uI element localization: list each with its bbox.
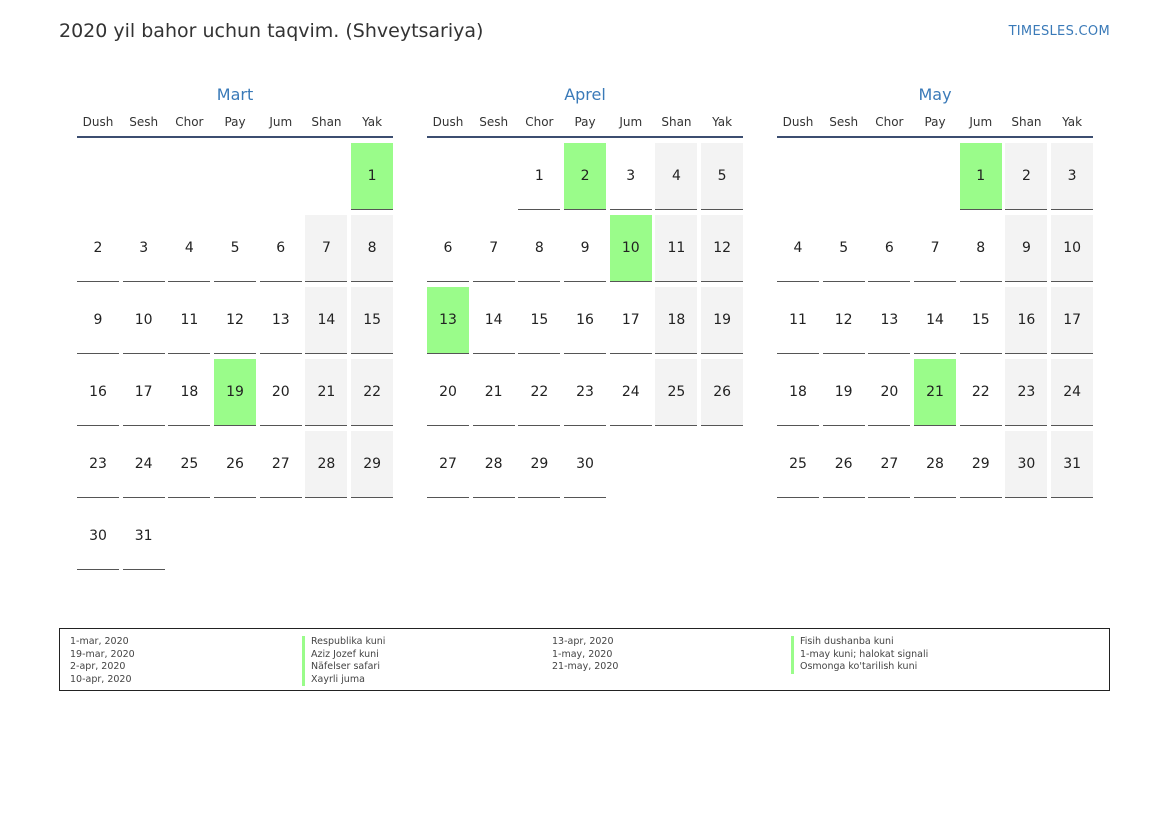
empty-cell — [473, 143, 515, 209]
weekday-label: Sesh — [479, 115, 509, 129]
weekday-label: Pay — [574, 115, 596, 129]
empty-cell — [214, 143, 256, 209]
legend-holiday-name: Xayrli juma — [302, 674, 385, 687]
day-cell: 7 — [914, 215, 956, 282]
day-cell: 16 — [564, 287, 606, 354]
day-cell: 7 — [305, 215, 347, 282]
day-cell: 23 — [77, 431, 119, 498]
day-cell: 30 — [1005, 431, 1047, 498]
legend-names-left — [302, 636, 385, 686]
day-cell: 3 — [1051, 143, 1093, 210]
weekday-label: Sesh — [829, 115, 859, 129]
weekday-header — [77, 114, 393, 138]
weekday-label: Shan — [661, 115, 692, 129]
day-cell: 26 — [823, 431, 865, 498]
day-cell: 10 — [123, 287, 165, 354]
holiday-day-cell: 1 — [960, 143, 1002, 210]
day-cell: 27 — [868, 431, 910, 498]
day-cell: 26 — [214, 431, 256, 498]
day-cell: 13 — [260, 287, 302, 354]
day-cell: 21 — [473, 359, 515, 426]
day-cell: 2 — [77, 215, 119, 282]
day-cell: 4 — [168, 215, 210, 282]
empty-cell — [777, 143, 819, 209]
day-cell: 6 — [427, 215, 469, 282]
weekday-label: Jum — [269, 115, 293, 129]
day-cell: 29 — [351, 431, 393, 498]
day-cell: 10 — [1051, 215, 1093, 282]
day-cell: 9 — [564, 215, 606, 282]
day-cell: 8 — [518, 215, 560, 282]
day-cell: 11 — [168, 287, 210, 354]
day-cell: 18 — [168, 359, 210, 426]
legend-date: 21-may, 2020 — [552, 661, 619, 672]
day-cell: 20 — [260, 359, 302, 426]
weekday-label: Jum — [969, 115, 993, 129]
day-cell: 23 — [1005, 359, 1047, 426]
day-cell: 14 — [305, 287, 347, 354]
legend-date: 2-apr, 2020 — [70, 661, 126, 672]
day-cell: 20 — [427, 359, 469, 426]
holiday-day-cell: 21 — [914, 359, 956, 426]
day-cell: 22 — [351, 359, 393, 426]
legend-holiday-name: Osmonga ko'tarilish kuni — [791, 661, 928, 674]
day-cell: 4 — [655, 143, 697, 210]
day-cell: 30 — [77, 503, 119, 570]
day-cell: 15 — [518, 287, 560, 354]
day-cell: 6 — [260, 215, 302, 282]
day-cell: 16 — [1005, 287, 1047, 354]
day-grid — [77, 143, 393, 570]
empty-cell — [305, 143, 347, 209]
legend-date: 13-apr, 2020 — [552, 636, 614, 647]
day-cell: 4 — [777, 215, 819, 282]
empty-cell — [77, 143, 119, 209]
month-title: Mart — [216, 85, 254, 104]
day-cell: 5 — [214, 215, 256, 282]
month-title: May — [918, 85, 952, 104]
day-cell: 14 — [914, 287, 956, 354]
weekday-label: Jum — [619, 115, 643, 129]
day-cell: 29 — [960, 431, 1002, 498]
legend-date: 1-mar, 2020 — [70, 636, 129, 647]
day-cell: 25 — [655, 359, 697, 426]
day-cell: 27 — [260, 431, 302, 498]
empty-cell — [260, 143, 302, 209]
day-cell: 25 — [168, 431, 210, 498]
holiday-day-cell: 10 — [610, 215, 652, 282]
legend-dates-right — [552, 636, 618, 674]
weekday-label: Dush — [432, 115, 464, 129]
weekday-label: Chor — [175, 115, 204, 129]
legend-holiday-name: 1-may kuni; halokat signali — [791, 649, 928, 662]
weekday-label: Yak — [712, 115, 733, 129]
brand-link[interactable]: TIMESLES.COM — [1008, 24, 1110, 39]
weekday-label: Pay — [224, 115, 246, 129]
day-cell: 2 — [1005, 143, 1047, 210]
day-cell: 18 — [655, 287, 697, 354]
weekday-header — [427, 114, 743, 138]
day-cell: 12 — [701, 215, 743, 282]
day-cell: 24 — [123, 431, 165, 498]
day-cell: 14 — [473, 287, 515, 354]
legend-date: 10-apr, 2020 — [70, 673, 132, 685]
holiday-day-cell: 1 — [351, 143, 393, 210]
weekday-label: Pay — [924, 115, 946, 129]
day-cell: 12 — [823, 287, 865, 354]
day-cell: 26 — [701, 359, 743, 426]
day-grid — [777, 143, 1093, 498]
day-cell: 19 — [823, 359, 865, 426]
day-cell: 23 — [564, 359, 606, 426]
empty-cell — [868, 143, 910, 209]
day-cell: 21 — [305, 359, 347, 426]
weekday-label: Dush — [782, 115, 814, 129]
day-cell: 22 — [960, 359, 1002, 426]
day-cell: 16 — [77, 359, 119, 426]
day-cell: 28 — [473, 431, 515, 498]
day-cell: 8 — [960, 215, 1002, 282]
day-cell: 17 — [610, 287, 652, 354]
legend-holiday-name: Aziz Jozef kuni — [302, 649, 385, 662]
day-cell: 30 — [564, 431, 606, 498]
day-cell: 5 — [701, 143, 743, 210]
day-cell: 13 — [868, 287, 910, 354]
holiday-day-cell: 2 — [564, 143, 606, 210]
day-cell: 28 — [914, 431, 956, 498]
empty-cell — [914, 143, 956, 209]
month-april — [427, 84, 743, 498]
day-cell: 20 — [868, 359, 910, 426]
legend-holiday-name: Respublika kuni — [302, 636, 385, 649]
weekday-label: Yak — [1062, 115, 1083, 129]
holiday-day-cell: 19 — [214, 359, 256, 426]
day-cell: 18 — [777, 359, 819, 426]
legend-date: 1-may, 2020 — [552, 648, 613, 660]
day-cell: 22 — [518, 359, 560, 426]
legend-holiday-name: Näfelser safari — [302, 661, 385, 674]
weekday-label: Yak — [362, 115, 383, 129]
day-cell: 15 — [960, 287, 1002, 354]
day-cell: 1 — [518, 143, 560, 210]
weekday-label: Shan — [1011, 115, 1042, 129]
day-cell: 29 — [518, 431, 560, 498]
weekday-label: Chor — [875, 115, 904, 129]
day-cell: 19 — [701, 287, 743, 354]
day-cell: 28 — [305, 431, 347, 498]
day-grid — [427, 143, 743, 498]
empty-cell — [427, 143, 469, 209]
day-cell: 15 — [351, 287, 393, 354]
day-cell: 9 — [1005, 215, 1047, 282]
day-cell: 7 — [473, 215, 515, 282]
legend-names-right — [791, 636, 928, 674]
day-cell: 24 — [610, 359, 652, 426]
day-cell: 31 — [1051, 431, 1093, 498]
page-title: 2020 yil bahor uchun taqvim. (Shveytsariya) — [59, 20, 484, 42]
holiday-day-cell: 13 — [427, 287, 469, 354]
empty-cell — [168, 143, 210, 209]
month-march — [77, 84, 393, 570]
legend-dates-left — [70, 636, 135, 686]
day-cell: 5 — [823, 215, 865, 282]
weekday-label: Chor — [525, 115, 554, 129]
legend-date: 19-mar, 2020 — [70, 648, 135, 660]
month-may — [777, 84, 1093, 498]
day-cell: 17 — [1051, 287, 1093, 354]
day-cell: 9 — [77, 287, 119, 354]
weekday-header — [777, 114, 1093, 138]
day-cell: 11 — [777, 287, 819, 354]
day-cell: 3 — [123, 215, 165, 282]
day-cell: 31 — [123, 503, 165, 570]
legend-holiday-name: Fisih dushanba kuni — [791, 636, 928, 649]
day-cell: 12 — [214, 287, 256, 354]
day-cell: 24 — [1051, 359, 1093, 426]
weekday-label: Shan — [311, 115, 342, 129]
weekday-label: Dush — [82, 115, 114, 129]
empty-cell — [123, 143, 165, 209]
day-cell: 3 — [610, 143, 652, 210]
weekday-label: Sesh — [129, 115, 159, 129]
day-cell: 11 — [655, 215, 697, 282]
day-cell: 8 — [351, 215, 393, 282]
holiday-legend — [59, 628, 1110, 691]
day-cell: 27 — [427, 431, 469, 498]
empty-cell — [823, 143, 865, 209]
day-cell: 25 — [777, 431, 819, 498]
day-cell: 6 — [868, 215, 910, 282]
month-title: Aprel — [564, 85, 606, 104]
day-cell: 17 — [123, 359, 165, 426]
